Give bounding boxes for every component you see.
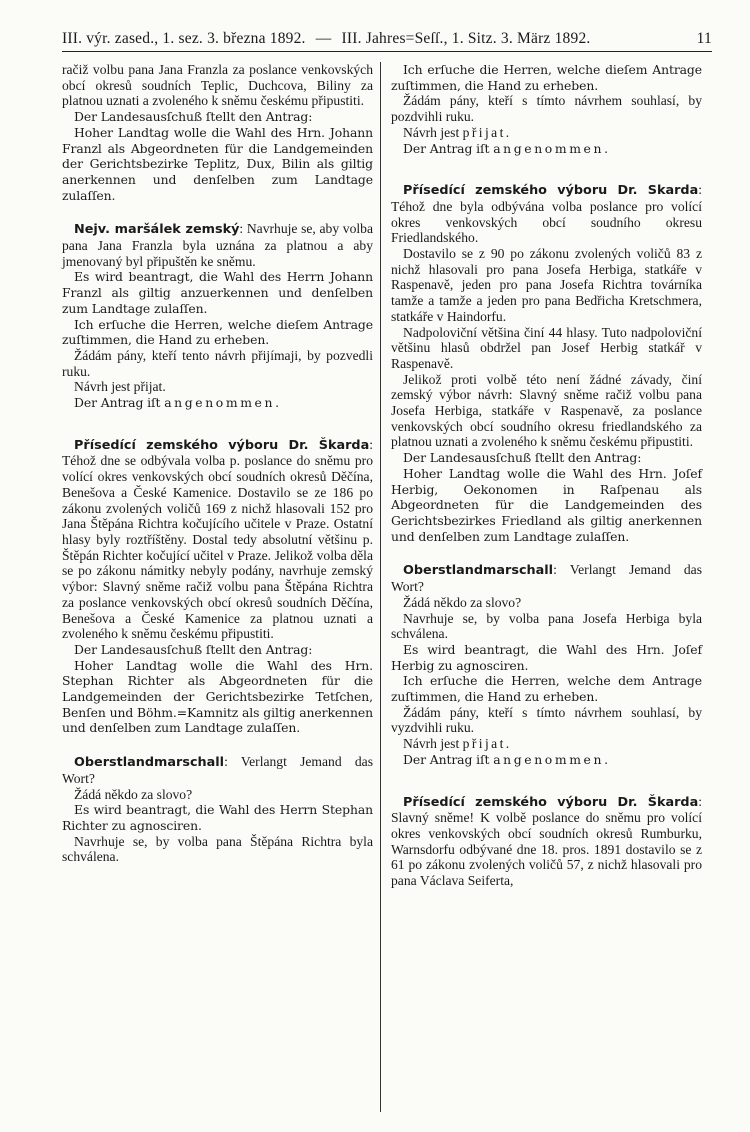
text-part: Návrh jest bbox=[403, 736, 463, 752]
speaker-name: Oberstlandmarschall bbox=[403, 563, 554, 579]
text-part: Der Antrag iſt bbox=[74, 395, 165, 411]
speech-text: : Verlangt Jemand das Wort? bbox=[62, 754, 373, 786]
speech-paragraph bbox=[391, 182, 702, 246]
paragraph bbox=[391, 125, 702, 141]
speech-paragraph bbox=[391, 794, 702, 889]
paragraph: Žádá někdo za slovo? bbox=[403, 594, 522, 610]
column-divider bbox=[380, 62, 381, 1112]
spaced-text: angenommen. bbox=[164, 395, 282, 411]
paragraph: račiž volbu pana Jana Franzla za poslance venkovských obcí okresů soudních Teplic, Duchcova, Biliny za platnou uznati a zvoleného k sněmu českému připustiti. bbox=[62, 62, 373, 109]
paragraph-german: Es wird beantragt, die Wahl des Hrn. Joſef Herbig zu agnosciren. bbox=[391, 641, 702, 673]
speaker-name: Oberstlandmarschall bbox=[74, 755, 225, 771]
header-german: III. Jahres=Seſſ., 1. Sitz. 3. März 1892. bbox=[341, 30, 591, 47]
paragraph: Navrhuje se, by volba pana Štěpána Richtra byla schválena. bbox=[62, 833, 373, 865]
paragraph: Navrhuje se, by volba pana Josefa Herbiga byla schválena. bbox=[391, 610, 702, 642]
paragraph-german: Es wird beantragt, die Wahl des Herrn Johann Franzl als giltig anzuerkennen und denſelben zum Landtage zulaſſen. bbox=[62, 269, 373, 316]
spaced-text: přijat. bbox=[462, 736, 512, 752]
left-column bbox=[62, 62, 373, 865]
paragraph: Žádám pány, kteří tento návrh přijímaji, by pozvedli ruku. bbox=[62, 347, 373, 379]
paragraph-german bbox=[391, 752, 702, 768]
speaker-name: Přísedící zemského výboru Dr. Škarda bbox=[74, 437, 370, 453]
paragraph-german: Der Landesausſchuß ſtellt den Antrag: bbox=[74, 641, 313, 657]
paragraph-german: Ich erſuche die Herren, welche dieſem Antrage zuſtimmen, die Hand zu erheben. bbox=[391, 62, 702, 93]
paragraph bbox=[391, 736, 702, 752]
paragraph-german: Es wird beantragt, die Wahl des Herrn Stephan Richter zu agnosciren. bbox=[62, 802, 373, 833]
paragraph: Žádám pány, kteří s tímto návrhem souhlasí, by pozdvihli ruku. bbox=[391, 93, 702, 125]
paragraph-german: Hoher Landtag wolle die Wahl des Hrn. Johann Franzl als Abgeordneten für die Landgemeinden der Gerichtsbezirke Teplitz, Dux, Bilin als giltig anerkennen und denſelben zum Landtage zulaſſen. bbox=[62, 124, 373, 203]
header-czech: III. výr. zased., 1. sez. 3. března 1892. bbox=[62, 30, 306, 47]
paragraph-german bbox=[391, 141, 702, 157]
speech-paragraph bbox=[62, 754, 373, 786]
paragraph-german: Der Landesausſchuß ſtellt den Antrag: bbox=[74, 109, 313, 125]
speech-paragraph bbox=[62, 221, 373, 269]
speaker-name: Nejv. maršálek zemský bbox=[74, 222, 240, 238]
text-part: Návrh jest bbox=[403, 124, 463, 140]
paragraph: Žádá někdo za slovo? bbox=[74, 786, 193, 802]
speech-paragraph bbox=[391, 562, 702, 594]
paragraph-german: Hoher Landtag wolle die Wahl des Hrn. Stephan Richter als Abgeordneten für die Landgemeinden der Gerichtsbezirke Tetſchen, Benſen und Böhm.=Kamnitz als giltig anerkennen und denſelben zum Landtage zulaſſen. bbox=[62, 657, 373, 736]
paragraph: Návrh jest přijat. bbox=[74, 379, 166, 395]
speech-text: : Téhož dne byla odbývána volba poslance pro volící okres venkovských obcí soudního okresu Friedlandského. bbox=[391, 182, 702, 246]
paragraph-german: Der Landesausſchuß ſtellt den Antrag: bbox=[403, 450, 642, 466]
speaker-name: Přísedící zemského výboru Dr. Škarda bbox=[403, 794, 699, 810]
speech-text: : Téhož dne se odbývala volba p. poslance do sněmu pro volící okres venkovských obcí soudních okresů Děčína, Benešova a České Kamenice. Dostavilo se ze 186 po zákonu zvolených voličů 169 z nichž hlasovali 152 pro Jana Štěpána Richtra kočujícího učitele v Praze. Ostatní hlasy byly roztříštěny. Dostal tedy absolutní většinu p. Štěpán Richter kočující učitel v Praze. Jelikož volba děla se po zákonu námitky nebyly podány, navrhuje zemský výbor: Slavný sněme račiž volbu pana Štěpána Richtra za poslance venkovských obcí okresů soudních Děčína, Benešova a České Kamenice za platnou uznati a zvoleného k sněmu českému připustiti. bbox=[62, 436, 373, 642]
paragraph-german: Ich erſuche die Herren, welche dieſem Antrage zuſtimmen, die Hand zu erheben. bbox=[62, 316, 373, 348]
paragraph-german: Hoher Landtag wolle die Wahl des Hrn. Joſef Herbig, Oekonomen in Raſpenau als Abgeordneten für die Landgemeinden des Gerichtsbezirkes Friedland als giltig anerkennen und denſelben zum Landtage zulaſſen. bbox=[391, 465, 702, 544]
header-separator: — bbox=[315, 30, 332, 47]
speech-paragraph bbox=[62, 437, 373, 642]
spaced-text: angenommen. bbox=[493, 140, 611, 156]
speech-text: : Verlangt Jemand das Wort? bbox=[391, 562, 702, 595]
spaced-text: angenommen. bbox=[493, 751, 611, 767]
page-number: 11 bbox=[696, 30, 712, 47]
paragraph: Žádám pány, kteří s tímto návrhem souhlasí, by vyzdvihli ruku. bbox=[391, 704, 702, 736]
paragraph: Nadpoloviční většina činí 44 hlasy. Tuto nadpoloviční většinu hlasů obdržel pan Josef Herbig statkář v Raspenavě. bbox=[391, 324, 702, 371]
text-part: Der Antrag iſt bbox=[403, 140, 494, 156]
paragraph-german bbox=[62, 395, 373, 411]
spaced-text: přijat. bbox=[462, 124, 512, 140]
header-rule bbox=[62, 51, 712, 52]
running-header bbox=[62, 30, 712, 48]
paragraph: Dostavilo se z 90 po zákonu zvolených voličů 83 z nichž hlasovali pro pana Josefa Herbiga, statkáře v Raspenavě, jeden pro pana Josefa Richtra továrníka tamže a tamže a jeden pro pana Bedřicha Kretschmera, statkáře v Haindorfu. bbox=[391, 246, 702, 324]
paragraph: Jelikož proti volbě této není žádné závady, činí zemský výbor návrh: Slavný sněme račiž volbu pana Josefa Herbiga, statkáře v Raspenavě, za poslance venkovských obcí soudního okresu friedlandského za platnou uznati a zvoleného k sněmu českému připustiti. bbox=[391, 371, 702, 450]
speech-text: : Navrhuje se, aby volba pana Jana Franzla byla uznána za platnou a aby jmenovaný byl připuštěn ke sněmu. bbox=[62, 221, 373, 269]
speaker-name: Přísedící zemského výboru Dr. Skarda bbox=[403, 183, 699, 199]
text-part: Der Antrag iſt bbox=[403, 751, 494, 767]
speech-text: : Slavný sněme! K volbě poslance do sněmu pro volící okres venkovských obcí soudních okresů Rumburku, Warnsdorfu odbývané dne 18. pros. 1891 dostavilo se z 61 po zákonu zvolených voličů 57, z nichž hlasovali pro pana Václava Seiferta, bbox=[391, 793, 702, 889]
right-column bbox=[391, 62, 702, 889]
paragraph-german: Ich erſuche die Herren, welche dem Antrage zuſtimmen, die Hand zu erheben. bbox=[391, 673, 702, 705]
